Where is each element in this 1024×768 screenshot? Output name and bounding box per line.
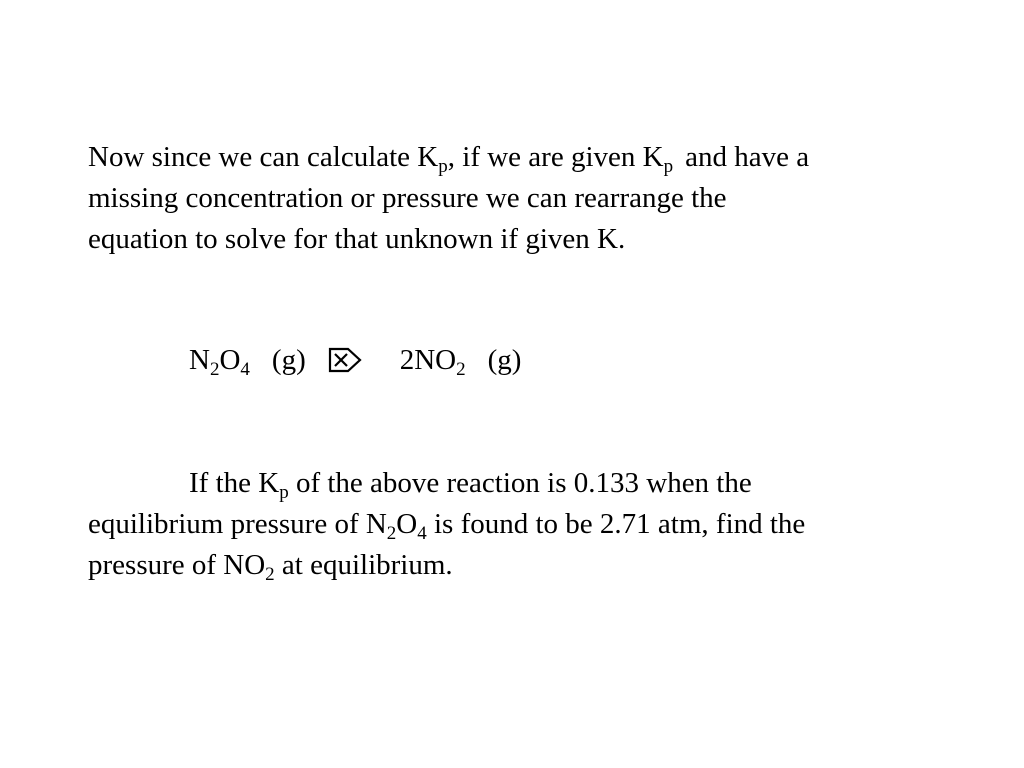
boxed-x-arrow-icon xyxy=(328,347,362,373)
o-subscript: 4 xyxy=(417,523,427,544)
problem-text-4: O xyxy=(396,508,418,540)
problem-line-1 xyxy=(88,463,968,504)
problem-line-3 xyxy=(88,545,968,586)
problem-text-1: If the K xyxy=(189,467,280,499)
intro-line-1 xyxy=(88,137,968,178)
problem-text-2: of the above reaction is 0.133 when the xyxy=(288,467,752,499)
n-subscript: 2 xyxy=(386,523,397,544)
problem-text-5: is found to be 2.71 atm, find the xyxy=(426,508,806,540)
problem-text-3: equilibrium pressure of N xyxy=(88,508,387,540)
problem-text-6: pressure of NO xyxy=(88,549,266,581)
intro-paragraph xyxy=(88,137,968,260)
reactant-n-subscript: 2 xyxy=(209,359,220,380)
intro-line-3: equation to solve for that unknown if given K. xyxy=(88,223,626,255)
intro-text-2: , if we are given K xyxy=(447,141,664,173)
problem-text-7: at equilibrium. xyxy=(274,549,453,581)
intro-text-3: and have a xyxy=(685,141,810,173)
intro-line-2: missing concentration or pressure we can rearrange the xyxy=(88,182,727,214)
reactant-o: O xyxy=(219,344,241,376)
reactant-o-subscript: 4 xyxy=(240,359,250,380)
problem-line-2 xyxy=(88,504,968,545)
product-phase: (g) xyxy=(487,344,522,376)
reactant-phase: (g) xyxy=(271,344,306,376)
problem-paragraph xyxy=(88,463,968,586)
kp-subscript: p xyxy=(438,156,448,177)
kp-subscript: p xyxy=(663,156,674,177)
product-formula: 2NO xyxy=(399,344,457,376)
reaction-equation xyxy=(189,340,1024,381)
no2-subscript: 2 xyxy=(265,564,275,585)
reactant-n: N xyxy=(189,344,210,376)
intro-text-1: Now since we can calculate K xyxy=(88,141,439,173)
kp-subscript: p xyxy=(279,482,289,503)
product-subscript: 2 xyxy=(456,359,466,380)
